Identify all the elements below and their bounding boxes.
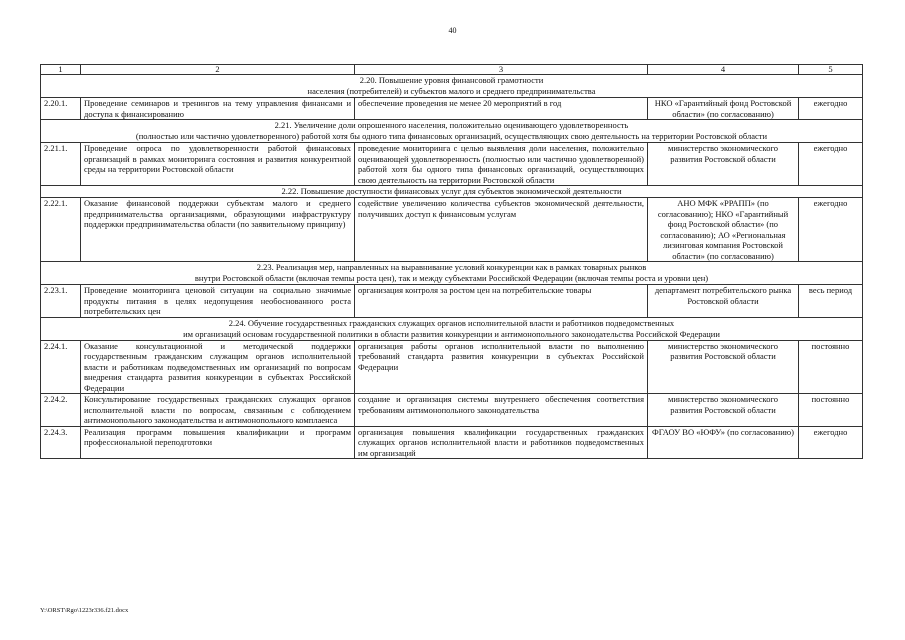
item-period: постоянно bbox=[799, 340, 863, 394]
item-number: 2.20.1. bbox=[41, 98, 81, 120]
section-title bbox=[41, 262, 863, 285]
item-result: содействие увеличению количества субъектов экономической деятельности, получивших доступ к финансовым услугам bbox=[355, 198, 648, 262]
file-path-footer: Y:\ORST\Rgo\1223r336.f21.docx bbox=[40, 607, 129, 614]
table-header-row bbox=[41, 65, 863, 75]
item-result: организация контроля за ростом цен на потребительские товары bbox=[355, 285, 648, 318]
table-row bbox=[41, 394, 863, 427]
item-period: ежегодно bbox=[799, 98, 863, 120]
item-action: Проведение опроса по удовлетворенности работой финансовых организаций в рамках мониторинга состояния и развития конкурентной среды на территории Ростовской области bbox=[81, 143, 355, 186]
column-header: 1 bbox=[41, 65, 81, 75]
item-result: организация повышения квалификации государственных гражданских служащих органов исполнительной власти и работников подведомственных им организаций bbox=[355, 426, 648, 459]
item-action: Проведение семинаров и тренингов на тему управления финансами и доступа к финансированию bbox=[81, 98, 355, 120]
item-action: Оказание финансовой поддержки субъектам малого и среднего предпринимательства организациями, образующими инфраструктуру поддержки предпринимательства области (по заявительному принципу) bbox=[81, 198, 355, 262]
section-title-line: им организаций основам государственной политики в области развития конкуренции и антимонопольного законодательства Российской Федерации bbox=[183, 328, 720, 339]
item-action: Оказание консультационной и методической поддержки государственным гражданским служащим органов исполнительной власти и работникам подведомственных им организаций по вопросам внедрения стандарта развития конкуренции в субъектах Российской Федерации bbox=[81, 340, 355, 394]
column-header: 3 bbox=[355, 65, 648, 75]
item-responsible: ФГАОУ ВО «ЮФУ» (по согласованию) bbox=[648, 426, 799, 459]
section-title-line: населения (потребителей) и субъектов малого и среднего предпринимательства bbox=[307, 86, 596, 96]
item-result: организация работы органов исполнительной власти по выполнению требований стандарта развития конкуренции в субъектах Российской Федерации bbox=[355, 340, 648, 394]
item-number: 2.24.1. bbox=[41, 340, 81, 394]
item-action: Проведение мониторинга ценовой ситуации на социально значимые продукты питания в целях недопущения необоснованного роста потребительских цен bbox=[81, 285, 355, 318]
item-number: 2.23.1. bbox=[41, 285, 81, 318]
section-title-row bbox=[41, 186, 863, 198]
section-title bbox=[41, 75, 863, 98]
table-row bbox=[41, 340, 863, 394]
item-number: 2.24.2. bbox=[41, 394, 81, 427]
item-period: весь период bbox=[799, 285, 863, 318]
section-title-row bbox=[41, 120, 863, 143]
item-responsible: министерство экономического развития Ростовской области bbox=[648, 143, 799, 186]
table-row bbox=[41, 98, 863, 120]
section-title-line: 2.22. Повышение доступности финансовых услуг для субъектов экономической деятельности bbox=[281, 186, 622, 196]
item-number: 2.22.1. bbox=[41, 198, 81, 262]
table-row bbox=[41, 285, 863, 318]
section-title-row bbox=[41, 262, 863, 285]
column-header: 4 bbox=[648, 65, 799, 75]
item-period: ежегодно bbox=[799, 143, 863, 186]
section-title bbox=[41, 186, 863, 198]
item-period: ежегодно bbox=[799, 426, 863, 459]
section-title-line: (полностью или частично удовлетворенного) работой хотя бы одного типа финансовых организаций, осуществляющих свою деятельность на территории Ростовской области bbox=[135, 131, 768, 141]
section-title-line: внутри Ростовской области (включая темпы роста цен), так и между субъектами Российской Федерации (включая темпы роста и уровни цен) bbox=[194, 273, 709, 283]
measures-table bbox=[40, 64, 863, 459]
item-action: Консультирование государственных гражданских служащих органов исполнительной власти по вопросам, связанным с соблюдением антимонопольного законодательства и антимонопольного комплаенса bbox=[81, 394, 355, 427]
column-header: 2 bbox=[81, 65, 355, 75]
table-row bbox=[41, 426, 863, 459]
item-action: Реализация программ повышения квалификации и программ профессиональной переподготовки bbox=[81, 426, 355, 459]
item-period: ежегодно bbox=[799, 198, 863, 262]
item-result: обеспечение проведения не менее 20 мероприятий в год bbox=[355, 98, 648, 120]
item-number: 2.24.3. bbox=[41, 426, 81, 459]
section-title bbox=[41, 317, 863, 340]
section-title bbox=[41, 120, 863, 143]
item-result: проведение мониторинга с целью выявления доли населения, положительно оценивающей удовлетворенность (полностью или частично удовлетворенной) работой хотя бы одного типа финансовых организаций, осуществляющих свою деятельность на территории Ростовской области bbox=[355, 143, 648, 186]
item-responsible: министерство экономического развития Ростовской области bbox=[648, 394, 799, 427]
table-row bbox=[41, 143, 863, 186]
column-header: 5 bbox=[799, 65, 863, 75]
item-period: постоянно bbox=[799, 394, 863, 427]
section-title-line: 2.24. Обучение государственных гражданских служащих органов исполнительной власти и работников подведомственных bbox=[228, 317, 675, 328]
page-number: 40 bbox=[448, 26, 457, 35]
section-title-line: 2.20. Повышение уровня финансовой грамотности bbox=[359, 75, 544, 85]
item-responsible: департамент потребительского рынка Ростовской области bbox=[648, 285, 799, 318]
section-title-row bbox=[41, 75, 863, 98]
item-responsible: АНО МФК «РРАПП» (по согласованию); НКО «Гарантийный фонд Ростовской области» (по согласованию); АО «Региональная лизинговая компания Ростовской области» (по согласованию) bbox=[648, 198, 799, 262]
table-row bbox=[41, 198, 863, 262]
section-title-line: 2.21. Увеличение доли опрошенного населения, положительно оценивающего удовлетворенность bbox=[274, 120, 629, 130]
item-responsible: НКО «Гарантийный фонд Ростовской области» (по согласованию) bbox=[648, 98, 799, 120]
item-number: 2.21.1. bbox=[41, 143, 81, 186]
item-responsible: министерство экономического развития Ростовской области bbox=[648, 340, 799, 394]
section-title-line: 2.23. Реализация мер, направленных на выравнивание условий конкуренции как в рамках товарных рынков bbox=[256, 262, 647, 272]
item-result: создание и организация системы внутреннего обеспечения соответствия требованиям антимонопольного законодательства bbox=[355, 394, 648, 427]
section-title-row bbox=[41, 317, 863, 340]
